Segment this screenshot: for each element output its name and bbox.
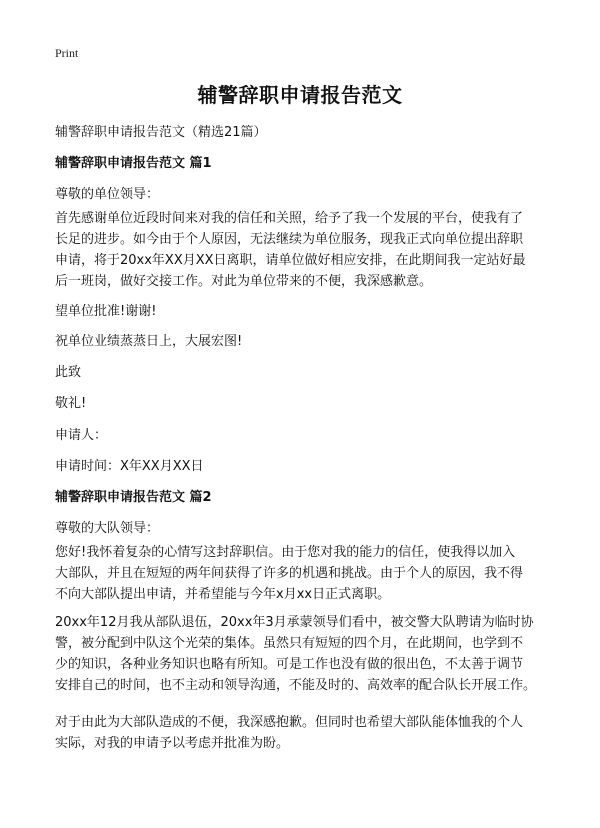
section-1-applicant: 申请人： bbox=[55, 428, 108, 443]
section-1-salutation: 尊敬的单位领导： bbox=[55, 187, 160, 202]
section-2-salutation: 尊敬的大队领导： bbox=[55, 521, 160, 536]
body-line: 大部队，并且在短短的两年间获得了许多的机遇和挑战。由于个人的原因，我不得 bbox=[55, 566, 524, 581]
page-title: 辅警辞职申请报告范文 bbox=[197, 83, 403, 107]
body-line: 您好!我怀着复杂的心情写这封辞职信。由于您对我的能力的信任，使我得以加入 bbox=[55, 545, 516, 560]
body-line: 后一班岗，做好交接工作。对此为单位带来的不便，我深感歉意。 bbox=[55, 274, 433, 289]
section-1-date: 申请时间：X年XX月XX日 bbox=[55, 459, 204, 474]
section-2-paragraph-2 bbox=[55, 612, 550, 696]
body-line: 20xx年12月我从部队退伍，20xx年3月承蒙领导们看中，被交警大队聘请为临时协 bbox=[55, 615, 534, 630]
section-1-heading: 辅警辞职申请报告范文 篇1 bbox=[55, 156, 212, 171]
print-link[interactable]: Print bbox=[55, 46, 79, 60]
section-2-heading: 辅警辞职申请报告范文 篇2 bbox=[55, 490, 212, 505]
body-line: 首先感谢单位近段时间来对我的信任和关照，给予了我一个发展的平台，使我有了 bbox=[55, 211, 524, 226]
body-line: 警，被分配到中队这个光荣的集体。虽然只有短短的四个月，在此期间，也学到不 bbox=[55, 636, 524, 651]
body-line: 少的知识，各种业务知识也略有所知。可是工作也没有做的很出色，不太善于调节 bbox=[55, 657, 524, 672]
body-line: 安排自己的时间，也不主动和领导沟通，不能及时的、高效率的配合队长开展工作。 bbox=[55, 678, 537, 693]
section-1-body bbox=[55, 208, 550, 292]
section-1-approval: 望单位批准!谢谢! bbox=[55, 304, 157, 319]
document-subtitle: 辅警辞职申请报告范文（精选21篇） bbox=[55, 125, 267, 140]
body-line: 申请，将于20xx年XX月XX日离职，请单位做好相应安排，在此期间我一定站好最 bbox=[55, 253, 526, 268]
section-1-closing-2: 敬礼! bbox=[55, 396, 87, 411]
section-2-paragraph-1 bbox=[55, 542, 550, 605]
section-1-closing-1: 此致 bbox=[55, 365, 82, 380]
body-line: 长足的进步。如今由于个人原因，无法继续为单位服务，现我正式向单位提出辞职 bbox=[55, 232, 524, 247]
section-1-wish: 祝单位业绩蒸蒸日上，大展宏图! bbox=[55, 334, 243, 349]
body-line: 不向大部队提出申请，并希望能与今年x月xx日正式离职。 bbox=[55, 587, 391, 602]
body-line: 对于由此为大部队造成的不便，我深感抱歉。但同时也希望大部队能体恤我的个人 bbox=[55, 715, 524, 730]
section-2-paragraph-3 bbox=[55, 712, 550, 754]
body-line: 实际，对我的申请予以考虑并批准为盼。 bbox=[55, 736, 290, 751]
